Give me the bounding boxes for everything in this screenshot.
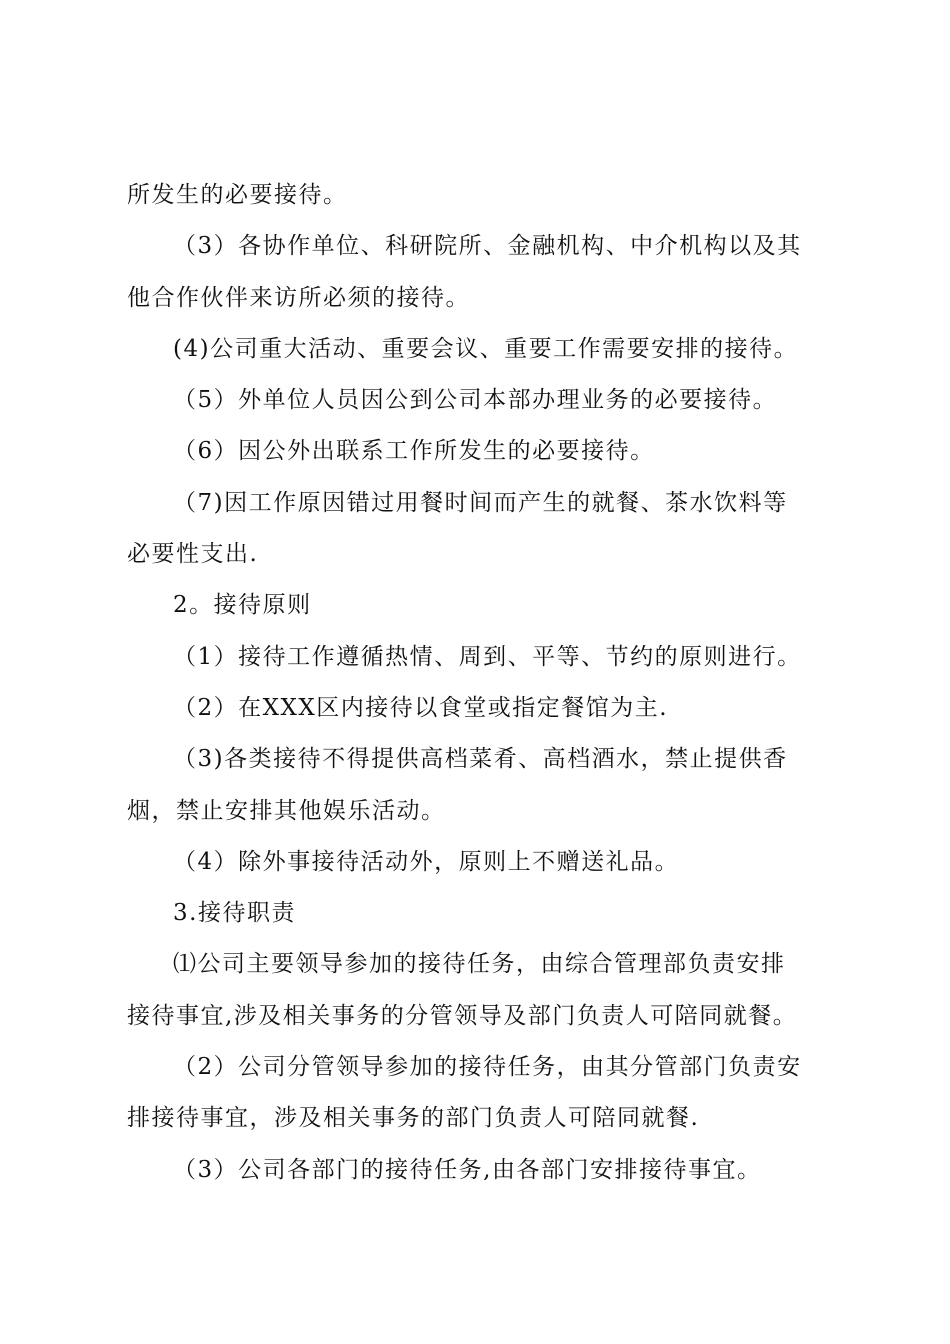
body-line: 排接待事宜，涉及相关事务的部门负责人可陪同就餐. — [127, 1105, 700, 1132]
body-line: （3）公司各部门的接待任务,由各部门安排接待事宜。 — [173, 1156, 762, 1183]
body-line: （4）除外事接待活动外，原则上不赠送礼品。 — [173, 848, 680, 875]
body-line: 所发生的必要接待。 — [127, 182, 348, 208]
document-body — [127, 170, 832, 1196]
body-line: 他合作伙伴来访所必须的接待。 — [127, 284, 470, 311]
body-line: (4)公司重大活动、重要会议、重要工作需要安排的接待。 — [173, 335, 799, 362]
body-line: 接待事宜,涉及相关事务的分管领导及部门负责人可陪同就餐。 — [127, 1002, 798, 1029]
body-line: （5）外单位人员因公到公司本部办理业务的必要接待。 — [173, 387, 778, 414]
body-line: 烟，禁止安排其他娱乐活动。 — [127, 797, 446, 824]
body-line: （3)各类接待不得提供高档菜肴、高档酒水，禁止提供香 — [173, 746, 788, 773]
body-line: （6）因公外出联系工作所发生的必要接待。 — [173, 438, 655, 465]
body-line: （1）接待工作遵循热情、周到、平等、节约的原则进行。 — [173, 643, 802, 670]
body-line: （2）在XXX区内接待以食堂或指定餐馆为主. — [173, 694, 669, 721]
body-line: 必要性支出. — [127, 541, 259, 568]
body-line: （2）公司分管领导参加的接待任务，由其分管部门负责安 — [173, 1054, 802, 1081]
section-heading: 2。接待原则 — [173, 592, 312, 619]
section-heading: 3.接待职责 — [173, 900, 296, 927]
body-line: ⑴公司主要领导参加的接待任务，由综合管理部负责安排 — [173, 951, 786, 978]
body-line: （7)因工作原因错过用餐时间而产生的就餐、茶水饮料等 — [173, 489, 788, 516]
body-line: （3）各协作单位、科研院所、金融机构、中介机构以及其 — [173, 233, 802, 260]
